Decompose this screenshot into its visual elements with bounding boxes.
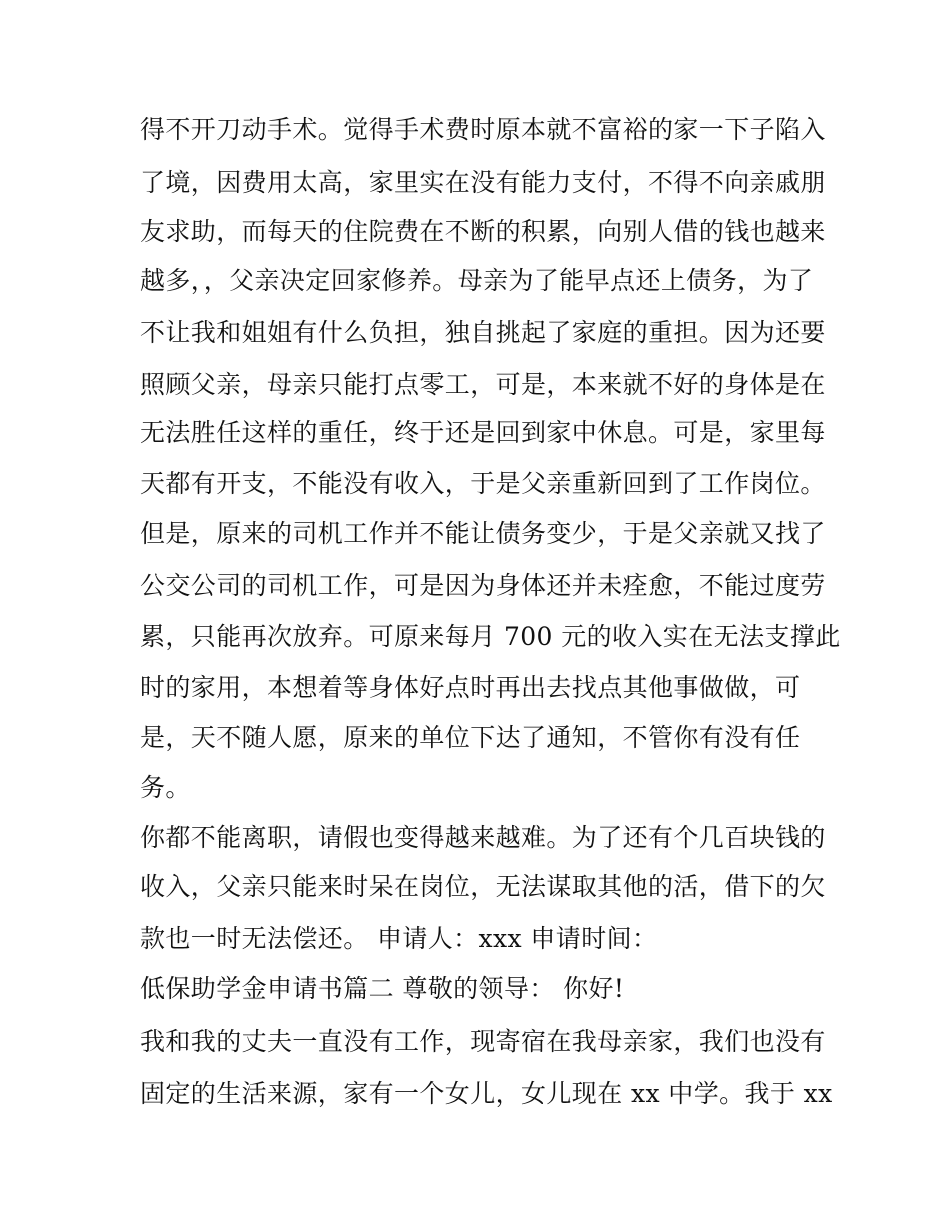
text-line: 款也一时无法偿还。 申请人：xxx 申请时间：	[140, 924, 658, 953]
text-line: 收入，父亲只能来时呆在岗位，无法谋取其他的活，借下的欠	[140, 872, 826, 901]
text-line: 低保助学金申请书篇二 尊敬的领导： 你好!	[140, 974, 625, 1003]
text-line: 越多，，父亲决定回家修养。母亲为了能早点还上债务，为了	[140, 266, 814, 295]
text-line: 是，天不随人愿，原来的单位下达了通知，不管你有没有任	[140, 723, 801, 752]
text-line: 了境，因费用太高，家里实在没有能力支付，不得不向亲戚朋	[140, 168, 826, 197]
text-line: 累，只能再次放弃。可原来每月 700 元的收入实在无法支撑此	[140, 622, 841, 651]
text-line: 固定的生活来源，家有一个女儿，女儿现在 xx 中学。我于 xx	[140, 1079, 833, 1108]
text-line: 无法胜任这样的重任，终于还是回到家中休息。可是，家里每	[140, 418, 826, 447]
text-line: 但是，原来的司机工作并不能让债务变少，于是父亲就又找了	[140, 519, 826, 548]
text-line: 公交公司的司机工作，可是因为身体还并未痊愈，不能过度劳	[140, 571, 826, 600]
text-line: 时的家用，本想着等身体好点时再出去找点其他事做做，可	[140, 673, 801, 702]
text-line: 你都不能离职，请假也变得越来越难。为了还有个几百块钱的	[140, 823, 826, 852]
text-line: 照顾父亲，母亲只能打点零工，可是，本来就不好的身体是在	[140, 370, 826, 399]
text-line: 务。	[140, 773, 191, 802]
text-line: 得不开刀动手术。觉得手术费时原本就不富裕的家一下子陷入	[140, 115, 826, 144]
text-line: 友求助，而每天的住院费在不断的积累，向别人借的钱也越来	[140, 217, 826, 246]
text-line: 天都有开支，不能没有收入，于是父亲重新回到了工作岗位。	[140, 469, 826, 498]
text-line: 不让我和姐姐有什么负担，独自挑起了家庭的重担。因为还要	[140, 318, 826, 347]
text-line: 我和我的丈夫一直没有工作，现寄宿在我母亲家，我们也没有	[140, 1027, 826, 1056]
